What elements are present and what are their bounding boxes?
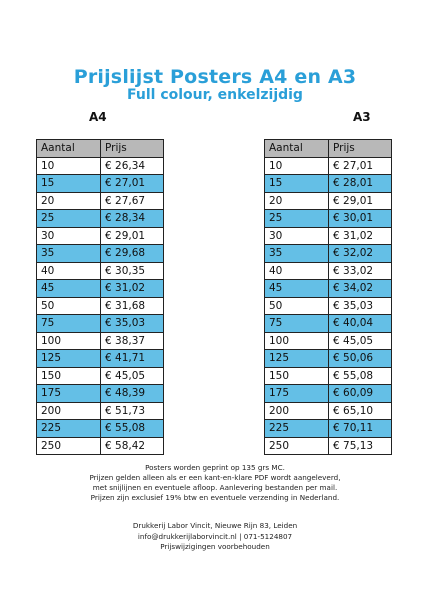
table-row	[265, 262, 392, 280]
table-row	[265, 385, 392, 403]
quantity-cell: 45	[37, 280, 101, 298]
column-header-aantal: Aantal	[265, 140, 329, 158]
table-row	[37, 402, 164, 420]
price-cell: € 65,10	[329, 402, 392, 420]
price-cell: € 33,02	[329, 262, 392, 280]
quantity-cell: 250	[37, 437, 101, 455]
price-cell: € 35,03	[329, 297, 392, 315]
table-row	[37, 437, 164, 455]
price-cell: € 55,08	[329, 367, 392, 385]
table-row	[37, 262, 164, 280]
quantity-cell: 150	[265, 367, 329, 385]
quantity-cell: 35	[265, 245, 329, 263]
table-row	[37, 227, 164, 245]
table-row	[265, 210, 392, 228]
price-cell: € 40,04	[329, 315, 392, 333]
price-cell: € 30,35	[101, 262, 164, 280]
quantity-cell: 100	[37, 332, 101, 350]
quantity-cell: 15	[37, 175, 101, 193]
table-row	[265, 315, 392, 333]
price-cell: € 31,02	[329, 227, 392, 245]
table-row	[37, 367, 164, 385]
page-subtitle: Full colour, enkelzijdig	[127, 87, 303, 103]
table-row	[37, 350, 164, 368]
table-row	[37, 210, 164, 228]
table-row	[37, 245, 164, 263]
table-row	[265, 157, 392, 175]
page-title: Prijslijst Posters A4 en A3	[73, 66, 357, 88]
note-line: Posters worden geprint op 135 grs MC.	[145, 463, 285, 472]
table-row	[265, 332, 392, 350]
price-cell: € 29,01	[101, 227, 164, 245]
table-row	[265, 227, 392, 245]
quantity-cell: 125	[265, 350, 329, 368]
price-cell: € 31,68	[101, 297, 164, 315]
price-cell: € 35,03	[101, 315, 164, 333]
price-cell: € 48,39	[101, 385, 164, 403]
price-cell: € 32,02	[329, 245, 392, 263]
table-row	[37, 192, 164, 210]
table-row	[37, 332, 164, 350]
table-row	[37, 385, 164, 403]
quantity-cell: 40	[265, 262, 329, 280]
quantity-cell: 150	[37, 367, 101, 385]
column-header-aantal: Aantal	[37, 140, 101, 158]
quantity-cell: 20	[265, 192, 329, 210]
price-cell: € 27,01	[101, 175, 164, 193]
quantity-cell: 30	[265, 227, 329, 245]
note-line: Prijzen zijn exclusief 19% btw en eventuele verzending in Nederland.	[90, 493, 340, 502]
quantity-cell: 25	[37, 210, 101, 228]
quantity-cell: 40	[37, 262, 101, 280]
quantity-cell: 25	[265, 210, 329, 228]
price-cell: € 26,34	[101, 157, 164, 175]
price-cell: € 41,71	[101, 350, 164, 368]
note-line: Prijzen gelden alleen als er een kant-en-klare PDF wordt aangeleverd,	[89, 473, 341, 482]
price-table-a3	[264, 139, 392, 455]
price-cell: € 27,01	[329, 157, 392, 175]
price-cell: € 70,11	[329, 420, 392, 438]
table-row	[37, 420, 164, 438]
table-row	[37, 280, 164, 298]
company-contact: info@drukkerijlaborvincit.nl | 071-5124807	[137, 531, 293, 541]
print-notes	[0, 463, 430, 503]
quantity-cell: 175	[37, 385, 101, 403]
table-row	[265, 192, 392, 210]
quantity-cell: 225	[37, 420, 101, 438]
table-row	[265, 245, 392, 263]
quantity-cell: 15	[265, 175, 329, 193]
table-row	[37, 157, 164, 175]
price-cell: € 28,01	[329, 175, 392, 193]
price-cell: € 51,73	[101, 402, 164, 420]
company-address: Drukkerij Labor Vincit, Nieuwe Rijn 83, Leiden	[132, 521, 298, 530]
quantity-cell: 225	[265, 420, 329, 438]
price-cell: € 28,34	[101, 210, 164, 228]
column-header-prijs: Prijs	[329, 140, 392, 158]
table-row	[37, 175, 164, 193]
quantity-cell: 200	[265, 402, 329, 420]
table-row	[265, 420, 392, 438]
price-cell: € 60,09	[329, 385, 392, 403]
price-cell: € 58,42	[101, 437, 164, 455]
table-row	[265, 402, 392, 420]
quantity-cell: 175	[265, 385, 329, 403]
table-row	[265, 437, 392, 455]
quantity-cell: 20	[37, 192, 101, 210]
quantity-cell: 75	[37, 315, 101, 333]
price-cell: € 55,08	[101, 420, 164, 438]
table-row	[265, 175, 392, 193]
table-label-a4: A4	[89, 110, 107, 124]
price-cell: € 29,01	[329, 192, 392, 210]
quantity-cell: 250	[265, 437, 329, 455]
price-cell: € 45,05	[101, 367, 164, 385]
note-line: met snijlijnen en eventuele afloop. Aanlevering bestanden per mail.	[92, 483, 338, 492]
price-cell: € 31,02	[101, 280, 164, 298]
table-row	[265, 297, 392, 315]
quantity-cell: 125	[37, 350, 101, 368]
table-header-row	[265, 140, 392, 158]
quantity-cell: 35	[37, 245, 101, 263]
quantity-cell: 10	[265, 157, 329, 175]
company-footer	[0, 521, 430, 553]
quantity-cell: 200	[37, 402, 101, 420]
quantity-cell: 50	[265, 297, 329, 315]
quantity-cell: 30	[37, 227, 101, 245]
price-disclaimer: Prijswijzigingen voorbehouden	[160, 542, 270, 551]
price-cell: € 75,13	[329, 437, 392, 455]
price-cell: € 29,68	[101, 245, 164, 263]
table-row	[265, 350, 392, 368]
quantity-cell: 45	[265, 280, 329, 298]
price-cell: € 27,67	[101, 192, 164, 210]
table-row	[37, 315, 164, 333]
table-label-a3: A3	[353, 110, 371, 124]
column-header-prijs: Prijs	[101, 140, 164, 158]
price-cell: € 45,05	[329, 332, 392, 350]
table-row	[37, 297, 164, 315]
price-cell: € 34,02	[329, 280, 392, 298]
table-header-row	[37, 140, 164, 158]
quantity-cell: 75	[265, 315, 329, 333]
table-row	[265, 367, 392, 385]
price-cell: € 30,01	[329, 210, 392, 228]
quantity-cell: 10	[37, 157, 101, 175]
table-row	[265, 280, 392, 298]
quantity-cell: 100	[265, 332, 329, 350]
price-cell: € 50,06	[329, 350, 392, 368]
price-cell: € 38,37	[101, 332, 164, 350]
quantity-cell: 50	[37, 297, 101, 315]
price-table-a4	[36, 139, 164, 455]
